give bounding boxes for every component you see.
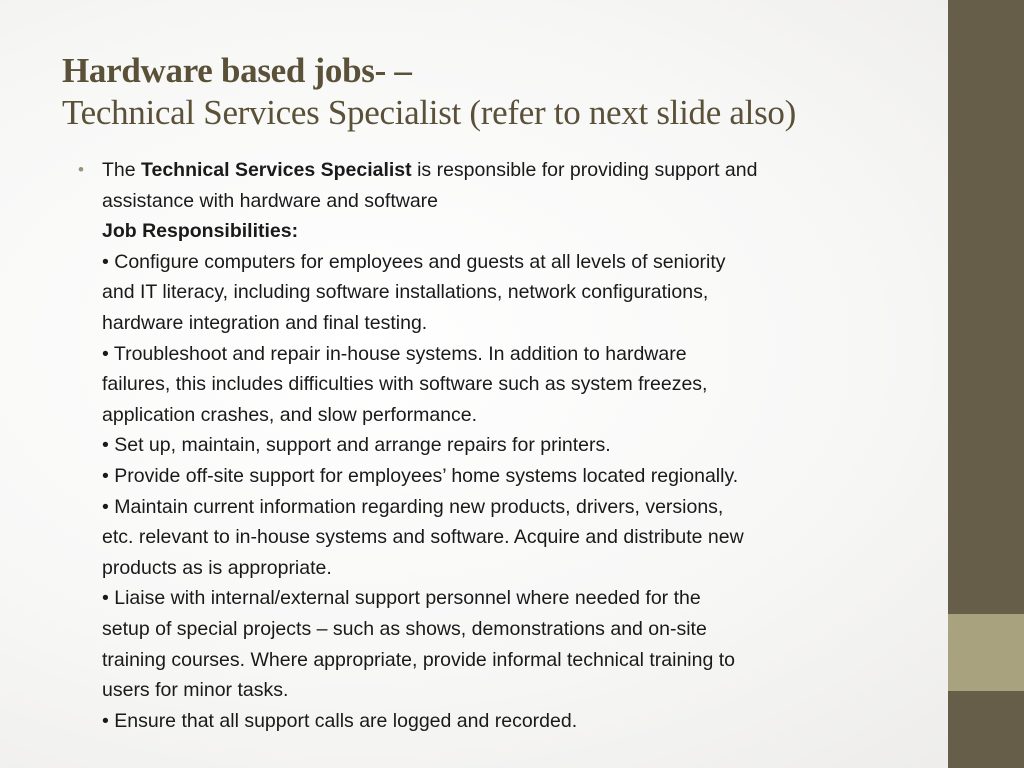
responsibility-line: and IT literacy, including software installations, network configurations,: [102, 281, 709, 304]
intro-suffix: is responsible for providing support and: [411, 159, 758, 181]
sidebar-accent-block: [948, 614, 1024, 691]
title-line-1: Hardware based jobs- –: [62, 51, 412, 90]
slide-body: [78, 155, 898, 736]
bullet-paragraph: [102, 155, 898, 736]
responsibilities-heading: [102, 216, 898, 247]
intro-line-1: [102, 155, 898, 186]
intro-line-2: assistance with hardware and software: [102, 189, 439, 212]
responsibility-line: • Liaise with internal/external support personnel where needed for the: [102, 587, 701, 610]
responsibility-line: • Configure computers for employees and guests at all levels of seniority: [102, 250, 726, 273]
responsibility-line: • Ensure that all support calls are logged and recorded.: [102, 709, 578, 732]
responsibility-line: • Maintain current information regarding new products, drivers, versions,: [102, 495, 724, 518]
responsibility-line: training courses. Where appropriate, provide informal technical training to: [102, 648, 735, 671]
responsibility-line: products as is appropriate.: [102, 556, 332, 579]
title-line-2: Technical Services Specialist (refer to next slide also): [62, 93, 796, 132]
intro-bold-role: Technical Services Specialist: [141, 159, 412, 181]
responsibility-lines: [102, 247, 898, 737]
responsibility-line: etc. relevant to in-house systems and software. Acquire and distribute new: [102, 526, 744, 549]
slide-title: [62, 50, 942, 134]
bullet-icon: •: [78, 160, 84, 179]
responsibility-line: hardware integration and final testing.: [102, 311, 428, 334]
responsibility-line: application crashes, and slow performance.: [102, 403, 478, 426]
responsibility-line: users for minor tasks.: [102, 679, 289, 702]
responsibility-line: • Troubleshoot and repair in-house systems. In addition to hardware: [102, 342, 687, 365]
responsibility-line: failures, this includes difficulties with software such as system freezes,: [102, 373, 708, 396]
responsibilities-heading-text: Job Responsibilities:: [102, 220, 299, 243]
responsibility-line: • Provide off-site support for employees’ home systems located regionally.: [102, 464, 739, 487]
responsibility-line: • Set up, maintain, support and arrange repairs for printers.: [102, 434, 611, 457]
intro-prefix: The: [102, 159, 142, 181]
responsibility-line: setup of special projects – such as shows, demonstrations and on-site: [102, 617, 707, 640]
